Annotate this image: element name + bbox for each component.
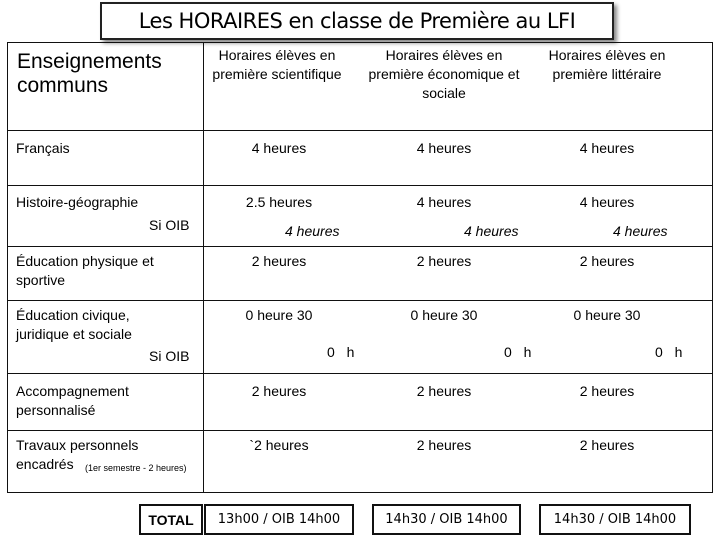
cell-histoire-oib-s: 4 heures	[285, 223, 340, 239]
row-divider	[7, 130, 713, 131]
cell-histoire-oib-l: 4 heures	[613, 223, 668, 239]
cell-histoire-l: 4 heures	[579, 194, 635, 210]
row-divider	[7, 300, 713, 301]
cell-francais-es: 4 heures	[416, 140, 472, 156]
row-label-accomp: Accompagnement personnalisé	[16, 383, 129, 418]
row-divider	[7, 373, 713, 374]
total-literary: 14h30 / OIB 14h00	[539, 504, 691, 535]
row-divider	[7, 185, 713, 186]
cell-tpe-s: `2 heures	[249, 437, 309, 453]
cell-eps-s: 2 heures	[251, 253, 307, 269]
cell-ecjs-l: 0 heure 30	[573, 307, 641, 323]
cell-francais-l: 4 heures	[579, 140, 635, 156]
table-border-right	[712, 42, 713, 493]
cell-accomp-s: 2 heures	[251, 383, 307, 399]
total-economic: 14h30 / OIB 14h00	[372, 504, 521, 535]
cell-ecjs-oib-es: 0 h	[504, 344, 536, 360]
row-label-ecjs-oib: Si OIB	[149, 348, 190, 364]
row-label-tpe: Travaux personnels encadrés	[16, 437, 139, 472]
row-label-francais: Français	[16, 140, 70, 156]
row-divider	[7, 42, 713, 43]
header-col-literary: Horaires élèves en première littéraire	[548, 47, 666, 82]
row-label-histoire: Histoire-géographie	[16, 194, 139, 210]
row-divider	[7, 430, 713, 431]
cell-histoire-es: 4 heures	[416, 194, 472, 210]
row-label-histoire-oib: Si OIB	[149, 217, 190, 233]
cell-ecjs-es: 0 heure 30	[410, 307, 478, 323]
cell-accomp-l: 2 heures	[579, 383, 635, 399]
cell-eps-es: 2 heures	[416, 253, 472, 269]
row-note-tpe: (1er semestre - 2 heures)	[85, 463, 187, 473]
header-main: Enseignements communs	[17, 50, 162, 97]
row-label-eps: Éducation physique et sportive	[16, 253, 154, 288]
cell-tpe-l: 2 heures	[579, 437, 635, 453]
header-col-economic: Horaires élèves en première économique et sociale	[368, 47, 520, 101]
table-border-left	[7, 42, 8, 493]
cell-ecjs-oib-l: 0 h	[655, 344, 687, 360]
column-divider-1	[203, 42, 204, 493]
header-col-scientific: Horaires élèves en première scientifique	[212, 47, 342, 82]
cell-ecjs-oib-s: 0 h	[327, 344, 359, 360]
cell-eps-l: 2 heures	[579, 253, 635, 269]
cell-francais-s: 4 heures	[251, 140, 307, 156]
row-divider	[7, 246, 713, 247]
schedule-table	[7, 42, 713, 534]
row-label-ecjs: Éducation civique, juridique et sociale	[16, 307, 132, 342]
cell-ecjs-s: 0 heure 30	[245, 307, 313, 323]
cell-histoire-s: 2.5 heures	[245, 194, 313, 210]
row-divider	[7, 492, 713, 493]
cell-accomp-es: 2 heures	[416, 383, 472, 399]
cell-histoire-oib-es: 4 heures	[464, 223, 519, 239]
cell-tpe-es: 2 heures	[416, 437, 472, 453]
page-title: Les HORAIRES en classe de Première au LFI	[100, 2, 614, 40]
total-scientific: 13h00 / OIB 14h00	[204, 504, 354, 535]
total-label: TOTAL	[139, 504, 203, 535]
